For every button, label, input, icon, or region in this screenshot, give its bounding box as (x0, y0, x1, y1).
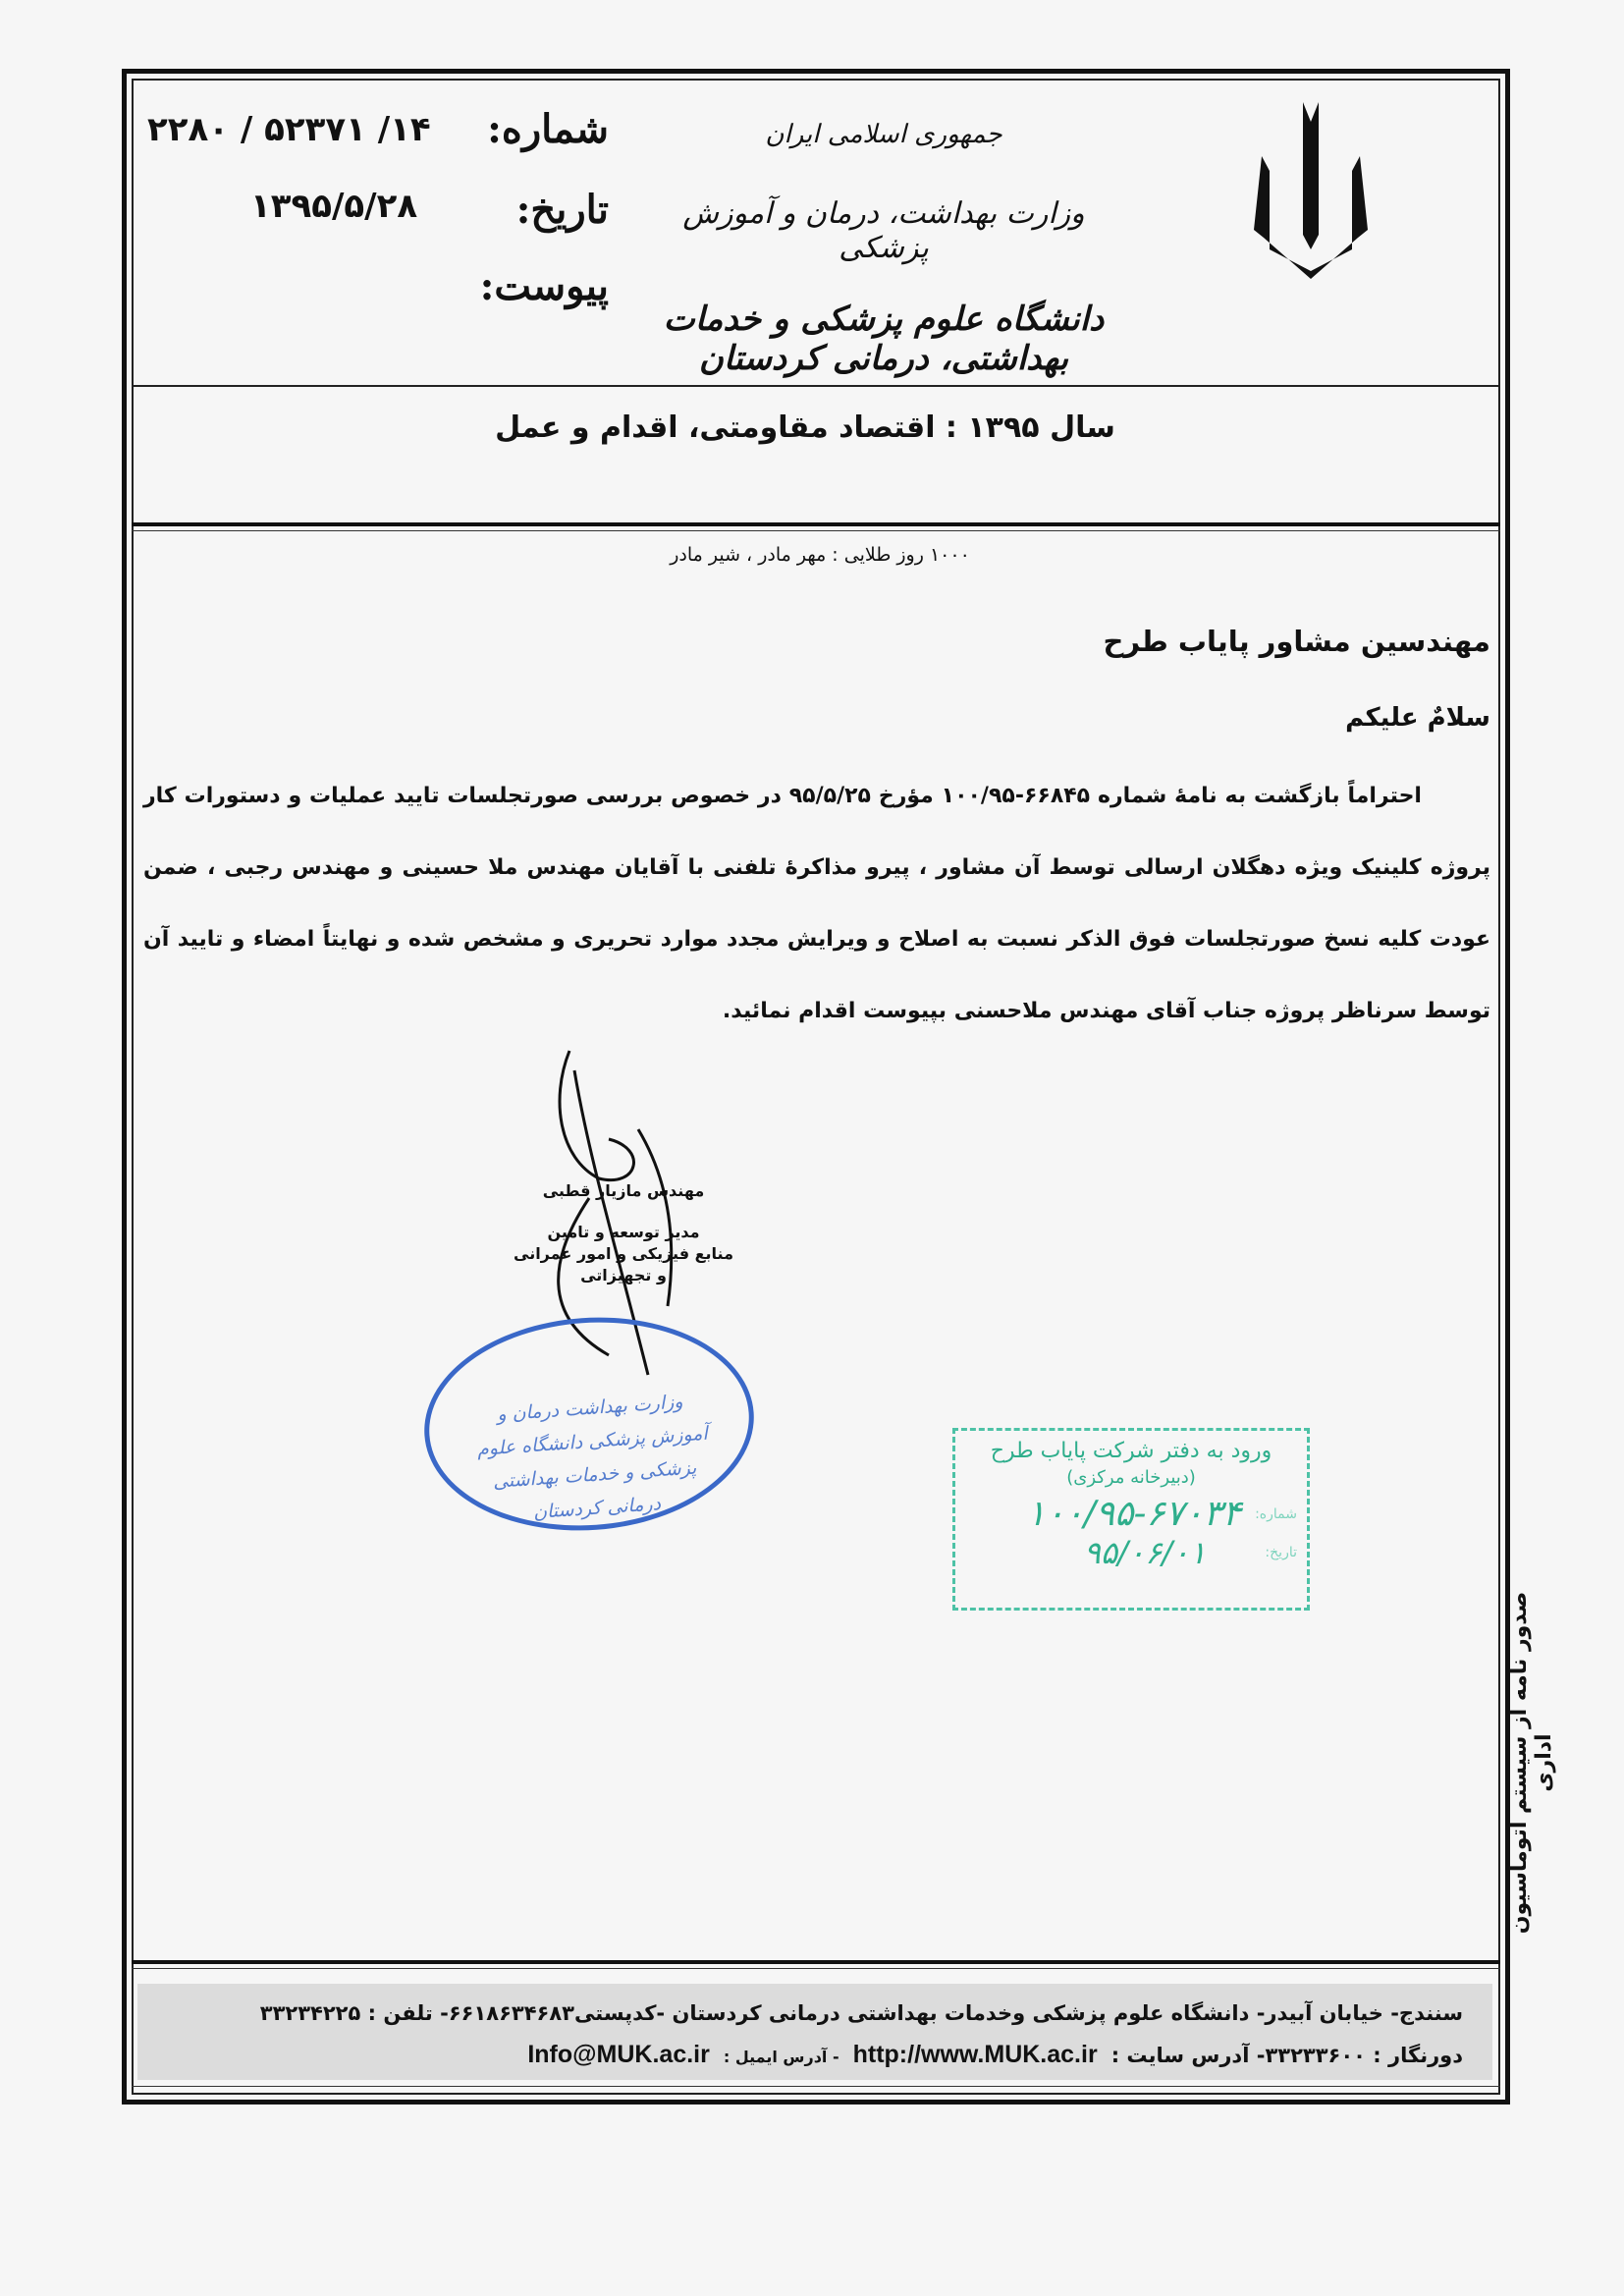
university-logo-icon (1252, 102, 1370, 279)
ministry-name: وزارت بهداشت، درمان و آموزش پزشکی (682, 196, 1085, 265)
signatory-title: و تجهیزاتی (580, 1266, 667, 1285)
country-name: جمهوری اسلامی ایران (765, 120, 1002, 149)
received-stamp (952, 1428, 1310, 1611)
recipient: مهندسین مشاور پایاب طرح (1103, 625, 1490, 658)
slogan-divider-thin (132, 530, 1500, 531)
signatory-name: مهندس مازیار قطبی (542, 1181, 705, 1200)
received-number: ۱۰۰/۹۵-۶۷۰۳۴ (1026, 1494, 1242, 1534)
received-stamp-title: ورود به دفتر شرکت پایاب طرح (990, 1439, 1272, 1463)
date-label: تاریخ: (515, 187, 609, 233)
university-name: دانشگاه علوم پزشکی و خدمات بهداشتی، درمانی کردستان (663, 300, 1105, 378)
footer-email-link[interactable]: Info@MUK.ac.ir (527, 2041, 710, 2068)
signatory-block (511, 1180, 736, 1286)
footer-divider (132, 1960, 1500, 1964)
received-date: ۹۵/۰۶/۰۱ (1083, 1534, 1207, 1571)
footer-bottom-line (132, 2086, 1500, 2087)
header-divider (132, 385, 1500, 387)
footer-divider-thin (132, 1968, 1500, 1969)
footer-fax-site-label: دورنگار : ۳۳۲۳۳۶۰۰- آدرس سایت : (1110, 2044, 1463, 2067)
greeting: سلامٌ علیکم (1345, 703, 1490, 733)
seal-text: وزارت بهداشت درمان و آموزش پزشکی دانشگاه علوم پزشکی و خدمات بهداشتی درمانی کردستان (476, 1391, 709, 1524)
automation-note: صدور نامه از سیستم اتوماسیون اداری (1507, 1591, 1556, 1935)
year-slogan: سال ۱۳۹۵ : اقتصاد مقاومتی، اقدام و عمل (495, 410, 1115, 445)
page-border-inner (132, 79, 1500, 2095)
footer-email-label: - آدرس ایمیل : (723, 2048, 839, 2066)
number-label: شماره: (487, 106, 609, 152)
attachment-label: پیوست: (479, 263, 609, 309)
letter-date: ۱۳۹۵/۵/۲۸ (250, 187, 418, 226)
letter-number: ۱۴/ ۵۲۳۷۱ / ۲۲۸۰ (147, 110, 431, 149)
received-number-label: شماره: (1255, 1505, 1297, 1522)
slogan-divider (132, 522, 1500, 526)
received-stamp-subtitle: (دبیرخانه مرکزی) (1066, 1467, 1196, 1488)
received-date-label: تاریخ: (1265, 1545, 1297, 1560)
letter-body: احتراماً بازگشت به نامهٔ شماره ۶۶۸۴۵-۱۰۰/۹۵ مؤرخ ۹۵/۵/۲۵ در خصوص بررسی صورتجلسات تایید عملیات و دستورات کار پروژه کلینیک ویژه دهگلان ارسالی توسط آن مشاور ، پیرو مذاکرهٔ تلفنی با آقایان مهندس ملا حسینی و مهندس رجبی ، ضمن عودت کلیه نسخ صورتجلسات فوق الذکر نسبت به اصلاح و ویرایش مجدد موارد تحریری و مشخص شده و نهایتاً امضاء و تایید آن توسط سرناظر پروژه جناب آقای مهندس ملاحسنی بپیوست اقدام نمائید. (143, 784, 1490, 1023)
footer-contact-line (147, 2041, 1463, 2069)
signatory-title: منابع فیزیکی و امور عمرانی (514, 1244, 733, 1263)
footer-website-link[interactable]: http://www.MUK.ac.ir (852, 2041, 1098, 2068)
sub-slogan: ۱۰۰۰ روز طلایی : مهر مادر ، شیر مادر (670, 544, 970, 566)
footer-address: سنندج- خیابان آبیدر- دانشگاه علوم پزشکی وخدمات بهداشتی درمانی کردستان -کدپستی۶۶۱۸۶۳۴۶۸۳- تلفن : ۳۳۲۳۴۲۲۵ (259, 2001, 1463, 2025)
signatory-title: مدیر توسعه و تامین (547, 1223, 700, 1241)
